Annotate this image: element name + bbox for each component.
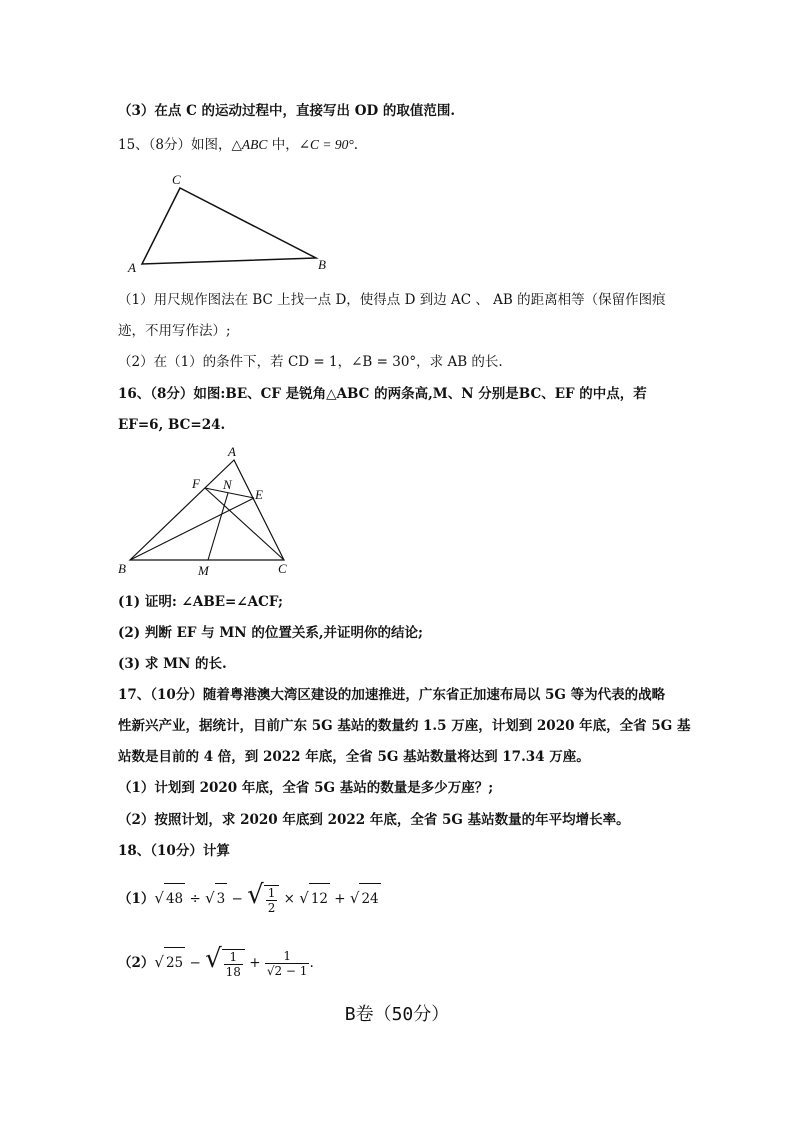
q18-p1-radicand-a: 48 xyxy=(164,883,185,914)
q18-p1-frac-num: 1 xyxy=(267,885,276,900)
q18-p2-fraction-2 xyxy=(265,949,310,978)
q16-label-e: E xyxy=(255,487,263,502)
q18-p1-fraction xyxy=(264,885,280,915)
q16-part3: (3) 求 MN 的长. xyxy=(118,656,227,672)
q15-header-end: . xyxy=(353,137,359,153)
q18-p1-radicand-c: 12 xyxy=(309,883,330,914)
q15-part1-line2: 迹，不用写作法）; xyxy=(118,323,231,339)
q15-header-triangle: △ABC xyxy=(231,137,268,152)
q18-p1-frac-den: 2 xyxy=(267,900,276,915)
q18-p2-fraction-1 xyxy=(222,949,245,979)
q18-p2-end: . xyxy=(309,955,314,971)
q15-triangle-figure xyxy=(120,168,340,278)
q16-label-f: F xyxy=(192,476,200,491)
q18-p1-div: ÷ xyxy=(189,891,201,907)
q16-segment-be xyxy=(130,498,254,560)
q16-triangle xyxy=(130,460,284,560)
q18-p2-minus: − xyxy=(189,955,201,971)
q16-label-n: N xyxy=(223,477,232,492)
q16-part2: (2) 判断 EF 与 MN 的位置关系,并证明你的结论; xyxy=(118,625,424,641)
q18-part2 xyxy=(118,944,314,979)
q18-p2-frac2-num: 1 xyxy=(265,949,310,964)
q18-p1-times: × xyxy=(283,891,295,907)
q18-part1 xyxy=(118,880,381,915)
sqrt-icon: √ xyxy=(205,944,222,974)
q15-part2: （2）在（1）的条件下，若 CD = 1，∠B = 30°，求 AB 的长. xyxy=(118,354,503,370)
sqrt-icon: √ xyxy=(205,889,215,907)
q18-p2-frac2-den: √2 − 1 xyxy=(266,964,308,978)
q18-header: 18、（10分）计算 xyxy=(118,843,230,859)
q17-line2: 性新兴产业，据统计，目前广东 5G 基站的数量约 1.5 万座，计划到 2020 年底，全省 5G 基 xyxy=(118,718,691,734)
q16-label-c: C xyxy=(278,561,287,576)
q15-header xyxy=(118,135,358,155)
q18-p2-plus: + xyxy=(249,955,261,971)
q15-header-mid: 中， xyxy=(267,137,299,153)
q14-part3: （3）在点 C 的运动过程中，直接写出 OD 的取值范围. xyxy=(118,103,456,119)
q16-segment-mn xyxy=(208,493,228,560)
sqrt-icon: √ xyxy=(247,880,264,910)
q15-label-c: C xyxy=(172,172,181,187)
q16-header-line1: 16、（8分）如图:BE、CF 是锐角△ABC 的两条高,M、N 分别是BC、EF 的中点，若 xyxy=(118,386,647,402)
q18-p2-radicand-a: 25 xyxy=(164,947,185,978)
q18-part1-label: （1） xyxy=(118,891,155,907)
sqrt-icon: √ xyxy=(349,889,360,907)
q15-header-angle: ∠C = 90° xyxy=(298,137,354,152)
q18-p1-plus: + xyxy=(334,891,346,907)
q16-segment-cf xyxy=(205,488,284,560)
q18-p1-radicand-b: 3 xyxy=(215,883,228,914)
q16-part1: (1) 证明: ∠ABE=∠ACF; xyxy=(118,594,283,610)
q15-label-a: A xyxy=(128,260,136,275)
q16-label-m: M xyxy=(198,563,209,578)
sqrt-icon: √ xyxy=(299,889,309,907)
q15-part1-line1: （1）用尺规作图法在 BC 上找一点 D，使得点 D 到边 AC 、 AB 的距离相等（保留作图痕 xyxy=(118,292,666,308)
q15-header-prefix: 15、（8分）如图， xyxy=(118,137,232,153)
sqrt-icon: √ xyxy=(154,953,164,971)
q17-part1: （1）计划到 2020 年底，全省 5G 基站的数量是多少万座？; xyxy=(118,780,494,796)
q15-triangle xyxy=(142,188,316,264)
q16-label-a: A xyxy=(228,444,236,459)
q15-label-b: B xyxy=(318,257,326,272)
q18-p2-frac1-num: 1 xyxy=(224,950,243,965)
q18-p1-radicand-d: 24 xyxy=(359,883,380,914)
section-b-title: B卷（50分） xyxy=(344,1004,450,1025)
q16-triangle-figure xyxy=(112,442,312,582)
q18-part2-label: （2） xyxy=(118,955,155,971)
q16-header-line2: EF=6, BC=24. xyxy=(118,417,226,433)
q17-part2: （2）按照计划，求 2020 年底到 2022 年底，全省 5G 基站数量的年平均增长率。 xyxy=(118,812,630,828)
q17-line3: 站数是目前的 4 倍，到 2022 年底，全省 5G 基站数量将达到 17.34 万座。 xyxy=(118,749,590,765)
q17-line1: 17、（10分）随着粤港澳大湾区建设的加速推进，广东省正加速布局以 5G 等为代表的战略 xyxy=(118,687,666,703)
sqrt-icon: √ xyxy=(154,889,164,907)
q18-p2-frac1-den: 18 xyxy=(225,964,241,979)
q18-p1-minus: − xyxy=(231,891,243,907)
q16-label-b: B xyxy=(118,561,126,576)
